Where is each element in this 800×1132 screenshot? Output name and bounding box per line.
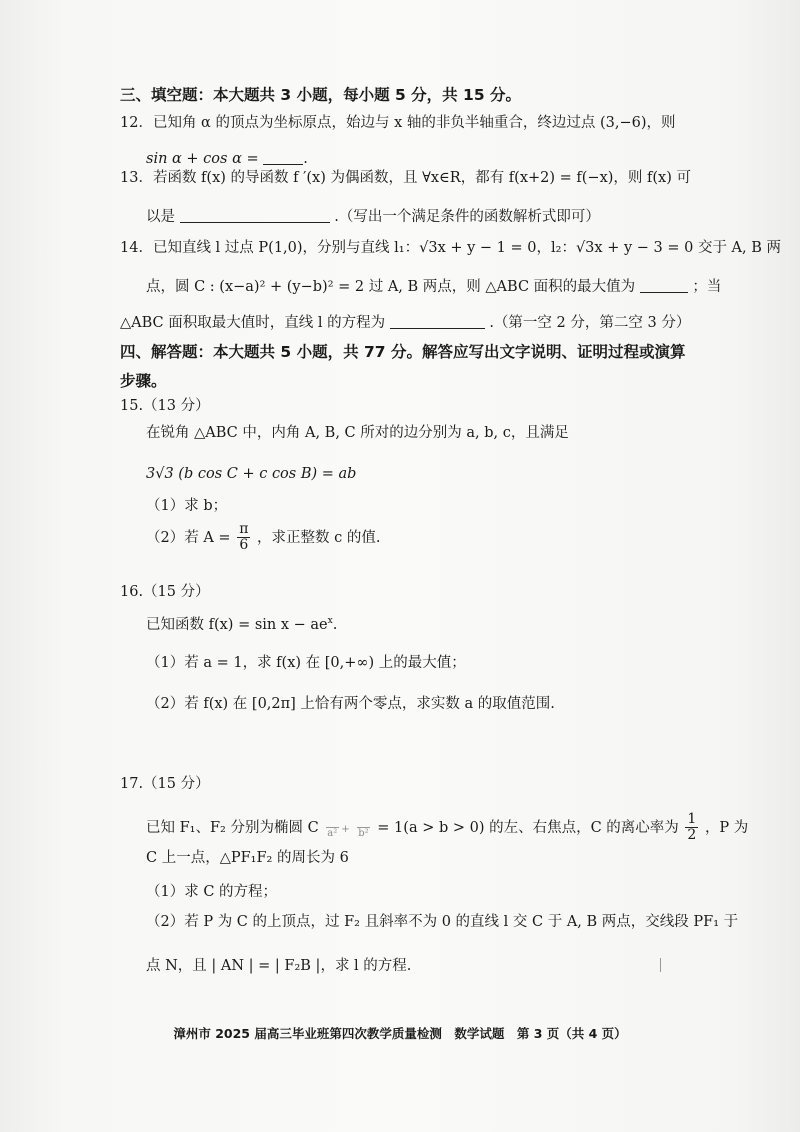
- q14-line3-post: .（第一空 2 分，第二空 3 分）: [489, 315, 691, 331]
- q17-part2-line2: 点 N，且 | AN | = | F₂B |，求 l 的方程.: [146, 958, 412, 974]
- page-footer: 漳州市 2025 届高三毕业班第四次教学质量检测 数学试题 第 3 页（共 4 页）: [173, 1026, 627, 1041]
- q14-line3-pre: △ABC 面积取最大值时，直线 l 的方程为: [120, 315, 386, 331]
- q17-part2-line1: （2）若 P 为 C 的上顶点，过 F₂ 且斜率不为 0 的直线 l 交 C 于 A, B 两点，交线段 PF₁ 于: [146, 914, 739, 930]
- q14-line2-post: ；当: [692, 279, 722, 295]
- section4-heading-line2: 步骤。: [120, 372, 167, 390]
- q17-ellipse-x-term: [325, 816, 339, 839]
- q13-line1: 13．若函数 f(x) 的导函数 f ′(x) 为偶函数，且 ∀x∈R，都有 f(x+2) = f(−x)，则 f(x) 可: [120, 170, 691, 186]
- q13-line2-pre: 以是: [146, 209, 175, 225]
- q17-ellipse-rhs: = 1(a > b > 0) 的左、右焦点，C 的离心率为: [377, 819, 679, 836]
- q17-stem-post: ，P 为: [704, 819, 749, 836]
- q12-line1: 12．已知角 α 的顶点为坐标原点，始边与 x 轴的非负半轴重合，终边过点 (3,−6)，则: [120, 115, 676, 131]
- q17-line2: C 上一点，△PF₁F₂ 的周长为 6: [146, 850, 349, 866]
- q12-expression: sin α + cos α =: [146, 151, 259, 167]
- q16-stem-sup: x: [327, 616, 333, 626]
- q14-answer-blank-2: [390, 314, 485, 329]
- q15-part2-post: ，求正整数 c 的值.: [257, 529, 381, 546]
- q15-part2-pre: （2）若 A =: [146, 529, 231, 546]
- q16-stem-end: .: [332, 616, 338, 633]
- q14-answer-blank-1: [640, 278, 688, 293]
- q13-line2: [146, 208, 600, 226]
- q17-ecc-den: 2: [687, 827, 697, 844]
- q15-part1: （1）求 b；: [146, 498, 228, 514]
- q17-ellipse-y-term: [356, 816, 370, 839]
- q17-stem-pre: 已知 F₁、F₂ 分别为椭圆 C: [146, 819, 319, 836]
- q15-equation: 3√3 (b cos C + c cos B) = ab: [146, 466, 357, 482]
- q15-header: 15.（13 分）: [120, 398, 210, 414]
- q15-part2: [146, 522, 380, 554]
- q14-line3: [120, 314, 690, 332]
- q16-stem-text: 已知函数 f(x) = sin x − ae: [146, 616, 328, 633]
- section3-heading: 三、填空题：本大题共 3 小题，每小题 5 分，共 15 分。: [120, 86, 522, 104]
- q17-eccentricity: [685, 812, 698, 844]
- q15-frac-den: 6: [239, 537, 249, 554]
- q16-part1: （1）若 a = 1，求 f(x) 在 [0,+∞) 上的最大值；: [146, 655, 466, 671]
- q17-ellipse-a: a²: [327, 828, 338, 840]
- q14-line2: [146, 278, 721, 296]
- q17-header: 17.（15 分）: [120, 776, 210, 792]
- q17-ecc-num: 1: [687, 811, 697, 827]
- q17-stem: 已知 F₁、F₂ 分别为椭圆 C a² + b² = 1(a > b > 0) 的左、右焦点，C 的离心率为 $\frac{1}{2}$ ，P 为: [146, 811, 749, 844]
- q15-stem: 在锐角 △ABC 中，内角 A, B, C 所对的边分别为 a, b, c，且满足: [146, 425, 569, 441]
- q16-header: 16.（15 分）: [120, 584, 210, 600]
- q15-frac-num: π: [239, 521, 249, 537]
- q15-fraction: [237, 522, 250, 554]
- q17-ellipse-b: b²: [358, 828, 369, 840]
- q17-part1: （1）求 C 的方程；: [146, 884, 278, 900]
- q16-stem: [146, 616, 337, 634]
- q12-answer-blank: [263, 150, 303, 165]
- q12-line2: sin α + cos α = .: [146, 151, 308, 167]
- q14-line1: 14．已知直线 l 过点 P(1,0)，分别与直线 l₁：√3x + y − 1 = 0，l₂：√3x + y − 3 = 0 交于 A, B 两: [120, 240, 782, 256]
- q16-part2: （2）若 f(x) 在 [0,2π] 上恰有两个零点，求实数 a 的取值范围.: [146, 696, 555, 712]
- q13-line2-post: .（写出一个满足条件的函数解析式即可）: [334, 209, 600, 225]
- q13-answer-blank: [180, 208, 330, 223]
- q14-line2-pre: 点，圆 C : (x−a)² + (y−b)² = 2 过 A, B 两点，则 △ABC 面积的最大值为: [146, 279, 636, 295]
- pen-mark: [660, 958, 661, 972]
- section4-heading-line1: 四、解答题：本大题共 5 小题，共 77 分。解答应写出文字说明、证明过程或演算: [120, 343, 686, 361]
